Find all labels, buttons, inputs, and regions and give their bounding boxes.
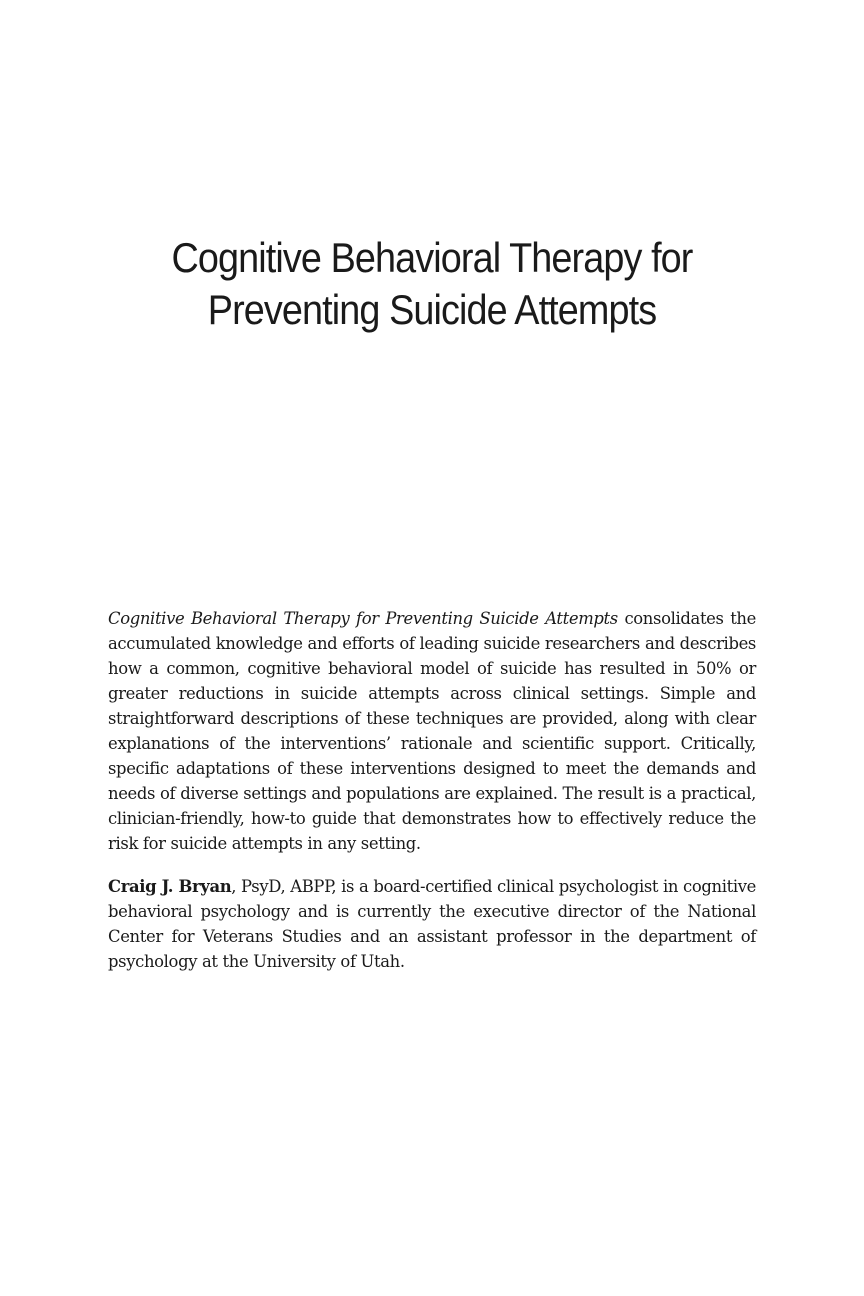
book-title <box>43 232 821 336</box>
author-name: Craig J. Bryan <box>108 877 232 896</box>
book-description-italic-title: Cognitive Behavioral Therapy for Preventing Suicide Attempts <box>108 609 618 628</box>
book-description-text: consolidates the accumulated knowledge and efforts of leading suicide researchers and describes how a common, cognitive behavioral model of suicide has resulted in 50% or greater reductions in suicide attempts across clinical settings. Simple and straightforward descriptions of these techniques are provided, along with clear explanations of the interventions’ rationale and scientific support. Critically, specific adaptations of these interventions designed to meet the demands and needs of diverse settings and populations are explained. The result is a practical, clinician-friendly, how-to guide that demonstrates how to effectively reduce the risk for suicide attempts in any setting. <box>108 609 756 853</box>
author-bio-text: , PsyD, ABPP, is a board-certified clinical psychologist in cognitive behavioral psychology and is currently the executive director of the National Center for Veterans Studies and an assistant professor in the department of psychology at the University of Utah. <box>108 877 756 971</box>
book-title-line-1: Cognitive Behavioral Therapy for <box>171 234 693 281</box>
author-bio <box>108 874 756 974</box>
book-description <box>108 606 756 856</box>
book-title-line-2: Preventing Suicide Attempts <box>207 286 657 333</box>
